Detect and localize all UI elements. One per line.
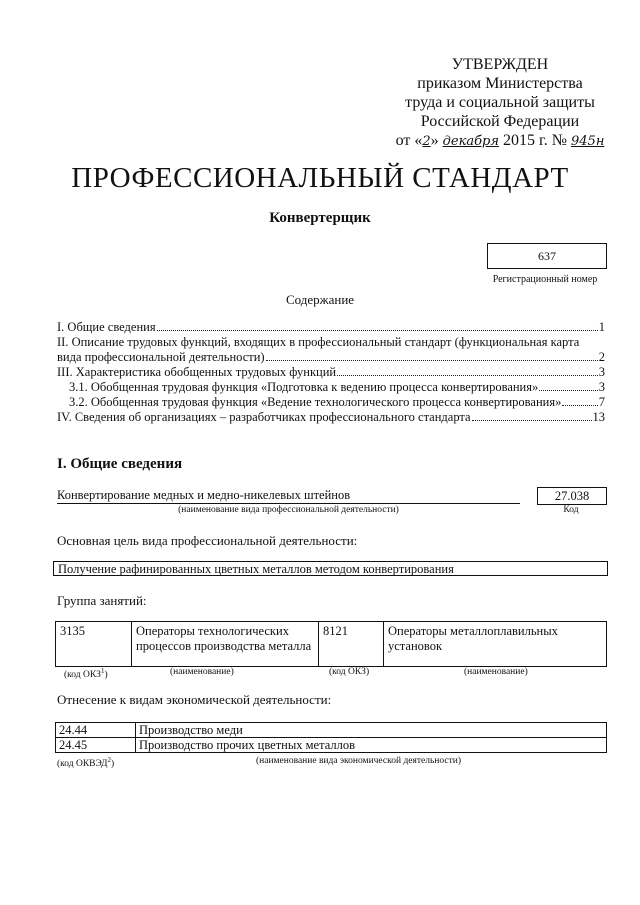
- page-title: ПРОФЕССИОНАЛЬНЫЙ СТАНДАРТ: [71, 162, 569, 194]
- section-heading: I. Общие сведения: [57, 456, 183, 472]
- toc-page: 1: [598, 320, 605, 334]
- approval-line: труда и социальной защиты: [405, 94, 595, 111]
- activity-code-box: 27.038: [537, 487, 607, 505]
- okz-code-caption: (код ОКЗ$^1$): [64, 667, 108, 681]
- table-row: [56, 622, 607, 667]
- handwritten-order-number: 945н: [571, 134, 605, 149]
- okved-label: Отнесение к видам экономической деятельности:: [57, 692, 332, 707]
- activity-code-caption: Код: [563, 505, 579, 515]
- okz-name-caption: (наименование): [170, 667, 234, 677]
- okved-code-cell: 24.44: [56, 723, 136, 738]
- toc-entry[interactable]: I. Общие сведения 1: [57, 320, 605, 334]
- okved-name-caption: (наименование вида экономической деятельности): [256, 756, 461, 766]
- okved-name-cell: Производство меди: [136, 723, 607, 738]
- table-row: [56, 738, 607, 753]
- toc-entry[interactable]: IV. Сведения об организациях – разработчиках профессионального стандарта 13: [57, 410, 605, 424]
- dot-leader: [157, 330, 598, 331]
- toc-page: 3: [598, 380, 605, 394]
- approval-line: приказом Министерства: [417, 75, 583, 92]
- table-row: [56, 723, 607, 738]
- toc-title: Содержание: [285, 292, 355, 307]
- approval-line: Российской Федерации: [420, 113, 580, 130]
- occupation-group-table: [55, 621, 607, 667]
- goal-label: Основная цель вида профессиональной деятельности:: [57, 533, 358, 548]
- toc-entry[interactable]: III. Характеристика обобщенных трудовых функций 3: [57, 365, 605, 379]
- okz-name-cell: Операторы металлоплавильных установок: [384, 622, 607, 667]
- dot-leader: [562, 405, 597, 406]
- handwritten-month: декабря: [442, 134, 499, 149]
- registration-caption: Регистрационный номер: [492, 274, 598, 285]
- okz-code-caption: (код ОКЗ): [329, 667, 370, 677]
- dot-leader: [266, 360, 598, 361]
- toc-page: 7: [598, 395, 605, 409]
- okved-code-caption: (код ОКВЭД$^2$): [57, 756, 115, 770]
- toc-entry[interactable]: II. Описание трудовых функций, входящих в профессиональный стандарт (функциональная карта: [57, 335, 580, 349]
- table-of-contents: [57, 320, 605, 425]
- okz-code-cell: 8121: [319, 622, 384, 667]
- dot-leader: [539, 390, 598, 391]
- toc-page: 2: [598, 350, 605, 364]
- goal-box: Получение рафинированных цветных металлов методом конвертирования: [53, 561, 608, 576]
- okved-code-cell: 24.45: [56, 738, 136, 753]
- approval-date: от «2» декабря 2015 г. № 945н: [395, 132, 605, 149]
- profession-title: Конвертерщик: [269, 210, 371, 226]
- registration-number-box: 637: [487, 243, 607, 269]
- okved-table: [55, 722, 607, 753]
- approval-block: [380, 55, 620, 151]
- handwritten-day: 2: [422, 134, 431, 149]
- group-label: Группа занятий:: [57, 593, 147, 608]
- toc-entry-continuation[interactable]: вида профессиональной деятельности) 2: [57, 350, 605, 364]
- okz-code-cell: 3135: [56, 622, 132, 667]
- activity-caption: (наименование вида профессиональной деятельности): [178, 505, 399, 515]
- toc-entry[interactable]: 3.2. Обобщенная трудовая функция «Ведение технологического процесса конвертирования» 7: [69, 395, 605, 409]
- okz-name-cell: Операторы технологических процессов производства металла: [132, 622, 319, 667]
- dot-leader: [472, 420, 592, 421]
- toc-entry[interactable]: 3.1. Обобщенная трудовая функция «Подготовка к ведению процесса конвертирования» 3: [69, 380, 605, 394]
- okz-name-caption: (наименование): [464, 667, 528, 677]
- activity-name: Конвертирование медных и медно-никелевых штейнов: [57, 488, 520, 504]
- toc-page: 13: [592, 410, 605, 424]
- toc-page: 3: [598, 365, 605, 379]
- approval-line: УТВЕРЖДЕН: [451, 56, 549, 73]
- okved-name-cell: Производство прочих цветных металлов: [136, 738, 607, 753]
- dot-leader: [337, 375, 598, 376]
